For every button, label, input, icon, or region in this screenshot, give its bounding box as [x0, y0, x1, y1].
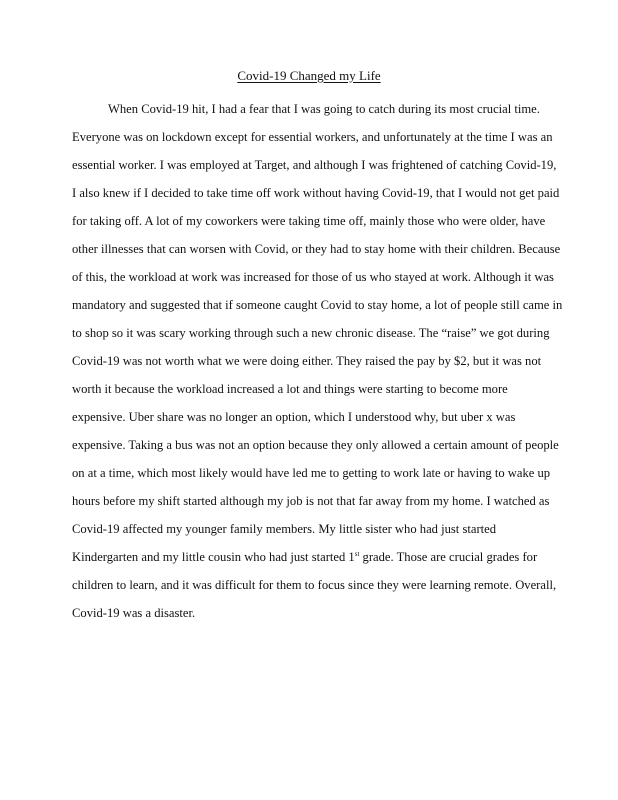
essay-line: When Covid-19 hit, I had a fear that I was going to catch during its most crucial time.	[108, 102, 540, 116]
essay-title: Covid-19 Changed my Life	[237, 68, 381, 83]
essay-line: essential worker. I was employed at Target, and although I was frightened of catching Covid-19,	[72, 158, 557, 172]
essay-line: Everyone was on lockdown except for essential workers, and unfortunately at the time I was an	[72, 130, 553, 144]
ordinal-superscript: st	[354, 549, 360, 558]
essay-line: of this, the workload at work was increased for those of us who stayed at work. Although it was	[72, 270, 554, 284]
essay-line: children to learn, and it was difficult for them to focus since they were learning remote. Overall,	[72, 578, 557, 592]
essay-line: to shop so it was scary working through such a new chronic disease. The “raise” we got during	[72, 326, 550, 340]
line-text-before: Kindergarten and my little cousin who had just started 1	[72, 550, 355, 564]
essay-line: Covid-19 was not worth what we were doing either. They raised the pay by $2, but it was not	[72, 354, 542, 368]
essay-line: Covid-19 was a disaster.	[72, 606, 196, 620]
essay-body	[72, 95, 563, 627]
essay-line: other illnesses that can worsen with Covid, or they had to stay home with their children. Because	[72, 242, 561, 256]
essay-line: Covid-19 affected my younger family members. My little sister who had just started	[72, 522, 497, 536]
essay-line-with-superscript	[72, 543, 558, 571]
essay-line: for taking off. A lot of my coworkers were taking time off, mainly those who were older, have	[72, 214, 546, 228]
essay-line: hours before my shift started although my job is not that far away from my home. I watched as	[72, 494, 550, 508]
essay-line: mandatory and suggested that if someone caught Covid to stay home, a lot of people still came in	[72, 298, 563, 312]
essay-line: I also knew if I decided to take time off work without having Covid-19, that I would not get paid	[72, 186, 560, 200]
essay-line: expensive. Taking a bus was not an option because they only allowed a certain amount of people	[72, 438, 559, 452]
essay-line: expensive. Uber share was no longer an option, which I understood why, but uber x was	[72, 410, 516, 424]
essay-line: worth it because the workload increased a lot and things were starting to become more	[72, 382, 508, 396]
essay-line: on at a time, which most likely would have led me to getting to work late or having to wake up	[72, 466, 551, 480]
line-text-after: grade. Those are crucial grades for	[359, 550, 538, 564]
